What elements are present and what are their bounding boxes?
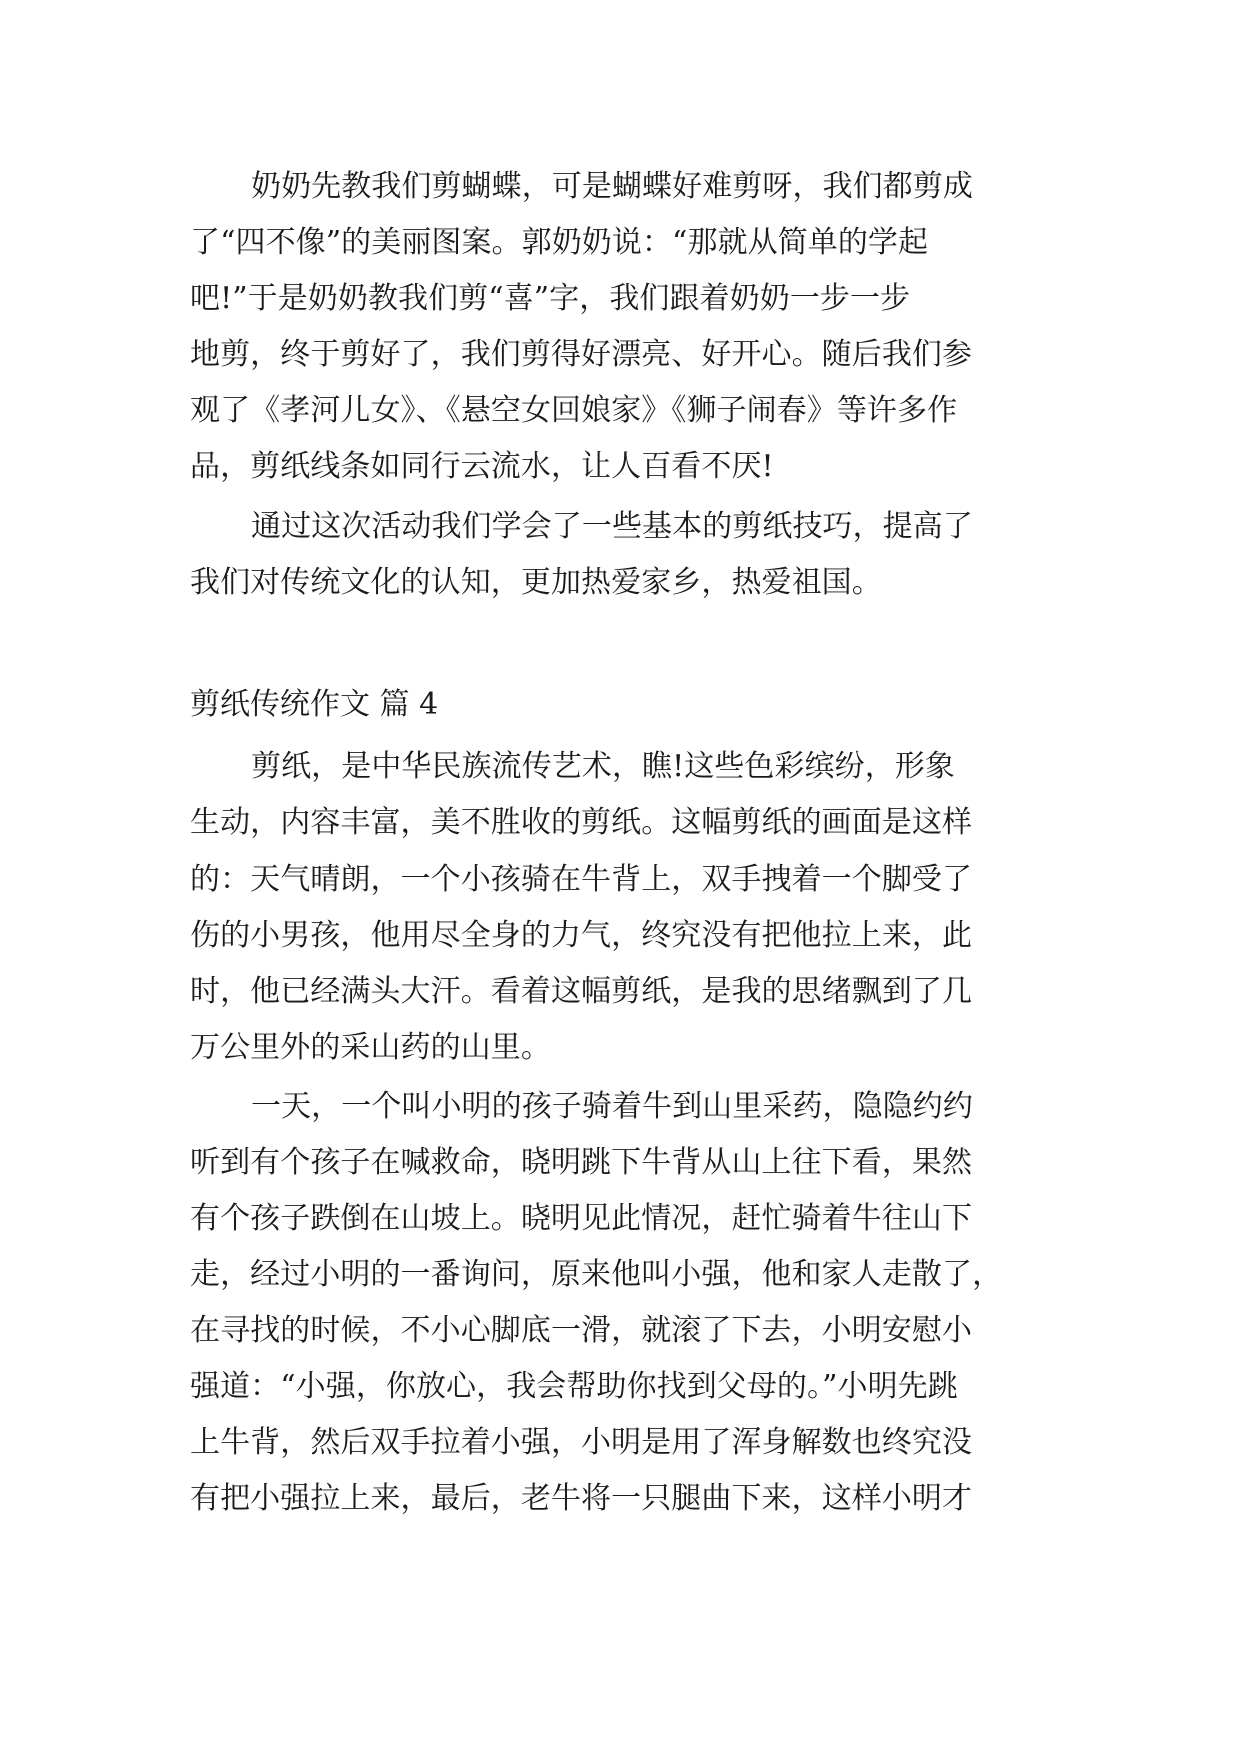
- text-line: 剪纸，是中华民族流传艺术，瞧!这些色彩缤纷，形象: [251, 749, 955, 784]
- text-line: 一天，一个叫小明的孩子骑着牛到山里采药，隐隐约约: [251, 1089, 973, 1124]
- text-line: 有个孩子跌倒在山坡上。晓明见此情况，赶忙骑着牛往山下: [190, 1201, 973, 1236]
- text-line: 的：天气晴朗，一个小孩骑在牛背上，双手拽着一个脚受了: [190, 862, 973, 897]
- text-line: 强道：“小强，你放心，我会帮助你找到父母的。”小明先跳: [190, 1369, 958, 1404]
- text-line: 我们对传统文化的认知，更加热爱家乡，热爱祖国。: [190, 565, 882, 600]
- text-line: 走，经过小明的一番询问，原来他叫小强，他和家人走散了，: [190, 1257, 1003, 1292]
- text-line: 在寻找的时候，不小心脚底一滑，就滚了下去，小明安慰小: [190, 1313, 973, 1348]
- text-line: 品，剪纸线条如同行云流水，让人百看不厌!: [190, 449, 774, 484]
- text-line: 奶奶先教我们剪蝴蝶，可是蝴蝶好难剪呀，我们都剪成: [251, 169, 973, 204]
- text-line: 地剪，终于剪好了，我们剪得好漂亮、好开心。随后我们参: [190, 337, 973, 372]
- text-line: 生动，内容丰富，美不胜收的剪纸。这幅剪纸的画面是这样: [190, 805, 973, 840]
- text-line: 时，他已经满头大汗。看着这幅剪纸，是我的思绪飘到了几: [190, 974, 973, 1009]
- text-line: 万公里外的采山药的山里。: [190, 1030, 551, 1065]
- text-line: 听到有个孩子在喊救命，晓明跳下牛背从山上往下看，果然: [190, 1145, 973, 1180]
- text-line: 伤的小男孩，他用尽全身的力气，终究没有把他拉上来，此: [190, 918, 973, 953]
- section-heading: 剪纸传统作文 篇 4: [190, 687, 439, 722]
- text-line: 了“四不像”的美丽图案。郭奶奶说：“那就从简单的学起: [190, 225, 929, 260]
- text-line: 上牛背，然后双手拉着小强，小明是用了浑身解数也终究没: [190, 1425, 973, 1460]
- text-line: 吧!”于是奶奶教我们剪“喜”字，我们跟着奶奶一步一步: [190, 281, 911, 316]
- text-line: 观了《孝河儿女》、《悬空女回娘家》《狮子闹春》等许多作: [190, 393, 958, 428]
- text-line: 有把小强拉上来，最后，老牛将一只腿曲下来，这样小明才: [190, 1481, 973, 1516]
- text-line: 通过这次活动我们学会了一些基本的剪纸技巧，提高了: [251, 509, 973, 544]
